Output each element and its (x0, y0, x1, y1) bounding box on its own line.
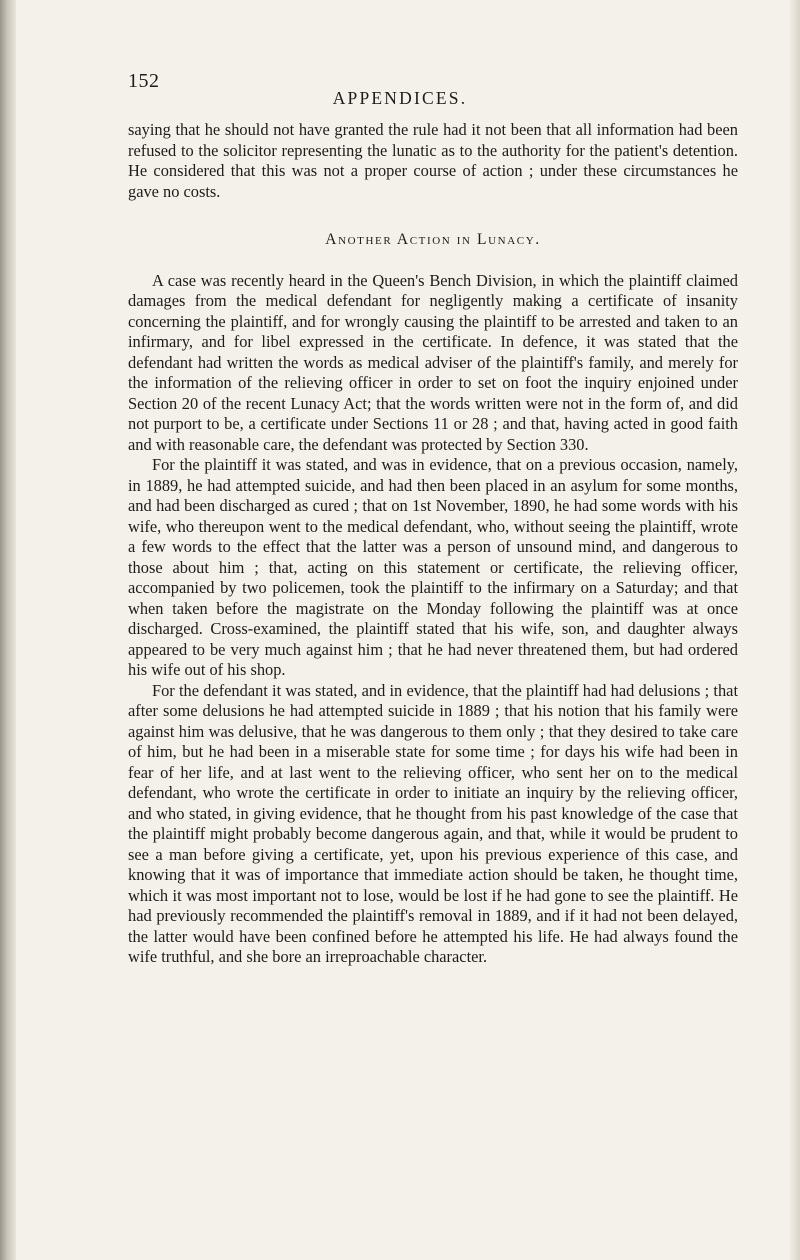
paragraph: For the defendant it was stated, and in evidence, that the plaintiff had had delusions ; that after some delusions he had attempted suicide in 1889 ; that his notion that his family were against him was delusive, that he was dangerous to them only ; that they desired to take care of him, but he had been in a miserable state for some time ; for days his wife had been in fear of her life, and at last went to the relieving officer, who sent her on to the medical defendant, who wrote the certificate in order to initiate an inquiry by the relieving officer, and who stated, in giving evidence, that he thought from his past knowledge of the case that the plaintiff might probably become dangerous again, and that, while it would be prudent to see a man before giving a certificate, yet, upon his previous experience of this case, and knowing that it was of importance that immediate action should be taken, he thought time, which it was most important not to lose, would be lost if he had gone to see the plaintiff. He had previously recommended the plaintiff's removal in 1889, and if it had not been delayed, the latter would have been confined before he attempted his life. He had always found the wife truthful, and she bore an irreproachable character. (128, 680, 738, 966)
page-body (128, 120, 738, 968)
section-heading: Another Action in Lunacy. (325, 231, 541, 248)
paragraph-continued: saying that he should not have granted the rule had it not been that all information had been refused to the solicitor representing the lunatic as to the authority for the patient's detention. He considered that this was not a proper course of action ; under these circumstances he gave no costs. (128, 120, 738, 201)
paragraph: A case was recently heard in the Queen's Bench Division, in which the plaintiff claimed damages from the medical defendant for negligently making a certificate of insanity concerning the plaintiff, and for wrongly causing the plaintiff to be arrested and taken to an infirmary, and for libel expressed in the certificate. In defence, it was stated that the defendant had written the words as medical adviser of the plaintiff's family, and merely for the information of the relieving officer in order to set on foot the inquiry enjoined under Section 20 of the recent Lunacy Act; that the words written were not in the form of, and did not purport to be, a certificate under Sections 11 or 28 ; and that, having acted in good faith and with reasonable care, the defendant was protected by Section 330. (128, 270, 738, 454)
running-head: APPENDICES. (332, 88, 468, 108)
paragraph: For the plaintiff it was stated, and was in evidence, that on a previous occasion, namely, in 1889, he had attempted suicide, and had then been placed in an asylum for some months, and had been discharged as cured ; that on 1st November, 1890, he had some words with his wife, who thereupon went to the medical defendant, who, without seeing the plaintiff, wrote a few words to the effect that the latter was a person of unsound mind, and dangerous to those about him ; that, acting on this statement or certificate, the relieving officer, accompanied by two policemen, took the plaintiff to the infirmary on a Saturday; and that when taken before the magistrate on the Monday following the plaintiff was at once discharged. Cross-examined, the plaintiff stated that his wife, son, and daughter always appeared to be very much against him ; that he had never threatened them, but had ordered his wife out of his shop. (128, 455, 738, 679)
page-right-edge (790, 0, 800, 1260)
page-binding-edge (0, 0, 16, 1260)
page-number: 152 (128, 70, 160, 92)
